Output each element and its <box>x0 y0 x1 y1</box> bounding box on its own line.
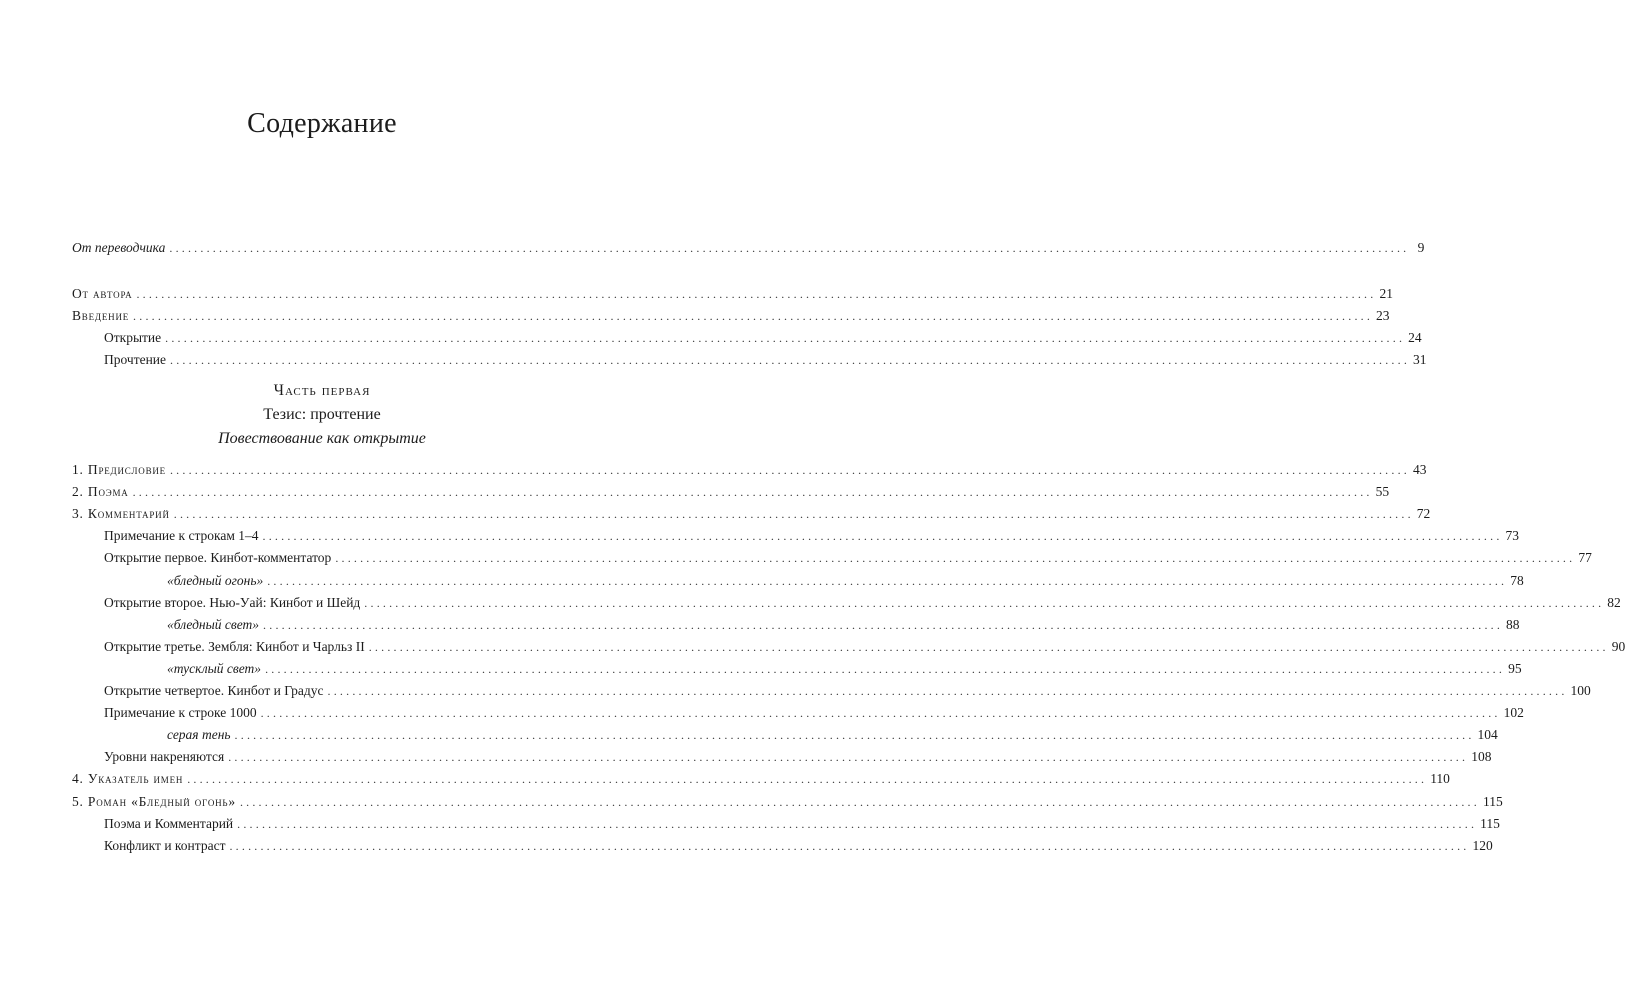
dot-leader: ........................................................................................................................................................................................................ <box>173 507 1414 522</box>
toc-entry-label: Уровни накреняются <box>104 749 225 765</box>
toc-entry-page: 23 <box>1376 308 1390 323</box>
toc-entry-row <box>167 727 1498 747</box>
toc-entry[interactable] <box>0 308 1390 328</box>
toc-entry[interactable] <box>0 771 1450 791</box>
dot-leader: ........................................................................................................................................................................................................ <box>265 661 1506 676</box>
toc-entry-row <box>72 308 1390 328</box>
dot-leader: ........................................................................................................................................................................................................ <box>237 816 1478 831</box>
toc-entry-row <box>104 705 1524 725</box>
dot-leader: ........................................................................................................................................................................................................ <box>170 353 1411 367</box>
dot-leader: ........................................................................................................................................................................................................ <box>187 772 1428 787</box>
toc-entry-row <box>72 793 1503 814</box>
toc-entry-label: серая тень <box>167 727 231 743</box>
toc-entry[interactable] <box>0 594 1621 615</box>
toc-entry-row <box>167 572 1524 593</box>
toc-entry-label: Примечание к строке 1000 <box>104 705 257 721</box>
part-subtitle: Тезис: прочтение <box>263 406 381 423</box>
toc-entry-page: 77 <box>1578 550 1592 566</box>
toc-entry-label: 1. Предисловие <box>72 462 166 477</box>
toc-entry[interactable] <box>0 837 1493 858</box>
toc-entry-page: 95 <box>1508 660 1522 676</box>
toc-entry-row <box>72 484 1390 504</box>
toc-entry-page: 100 <box>1570 683 1591 698</box>
toc-entry[interactable] <box>0 528 1520 548</box>
dot-leader: ........................................................................................................................................................................................................ <box>132 485 1373 500</box>
toc-entry-page: 108 <box>1471 749 1492 765</box>
toc-entry-page: 24 <box>1408 330 1422 345</box>
toc-entry-page: 55 <box>1375 484 1390 500</box>
dot-leader: ........................................................................................................................................................................................................ <box>136 287 1377 301</box>
toc-entry-label: 4. Указатель имен <box>72 771 184 787</box>
toc-entry[interactable] <box>0 352 1427 372</box>
toc-entry-page: 31 <box>1413 352 1427 367</box>
toc-entry[interactable] <box>0 572 1524 593</box>
toc-entry-label: Открытие третье. Зембля: Кинбот и Чарльз II <box>104 638 365 654</box>
toc-entry-label: 5. Роман «Бледный огонь» <box>72 793 236 809</box>
toc-entry-page: 88 <box>1506 616 1520 632</box>
toc-entry-page: 73 <box>1505 528 1520 544</box>
toc-entry[interactable] <box>0 727 1498 747</box>
toc-entry[interactable] <box>0 815 1500 836</box>
page-title: Содержание <box>247 108 397 139</box>
toc-entry[interactable] <box>0 484 1390 504</box>
toc-entry-row <box>104 594 1621 615</box>
toc-entry-row <box>72 462 1427 482</box>
toc-entry-page: 104 <box>1477 727 1498 743</box>
toc-entry-row <box>104 683 1591 703</box>
toc-entry-row <box>72 771 1450 791</box>
toc-entry-label: 2. Поэма <box>72 484 129 500</box>
toc-entry-label: Введение <box>72 308 130 323</box>
toc-entry[interactable] <box>0 705 1524 725</box>
toc-entry-label: Открытие второе. Нью-Уай: Кинбот и Шейд <box>104 594 361 610</box>
toc-entry-page: 102 <box>1503 705 1524 721</box>
toc-entry-page: 82 <box>1607 594 1621 610</box>
dot-leader: ........................................................................................................................................................................................................ <box>229 838 1470 853</box>
toc-entry[interactable] <box>0 616 1520 637</box>
toc-entry[interactable] <box>0 638 1625 659</box>
toc-entry-label: От переводчика <box>72 240 166 255</box>
part-label: Часть первая <box>273 382 371 399</box>
toc-entry-page: 120 <box>1472 837 1493 853</box>
toc-entry-label: «бледный огонь» <box>167 572 264 588</box>
dot-leader: ........................................................................................................................................................................................................ <box>260 706 1501 721</box>
toc-entry-page: 43 <box>1412 462 1427 477</box>
dot-leader: ........................................................................................................................................................................................................ <box>263 617 1504 632</box>
dot-leader: ........................................................................................................................................................................................................ <box>364 595 1605 610</box>
dot-leader: ........................................................................................................................................................................................................ <box>133 309 1374 323</box>
toc-entry[interactable] <box>0 330 1422 350</box>
toc-entry-label: «тусклый свет» <box>167 660 262 676</box>
toc-entry-page: 21 <box>1379 286 1393 301</box>
toc-entry-row <box>104 749 1492 769</box>
toc-entry-row <box>72 240 1425 260</box>
toc-entry-row <box>104 638 1625 659</box>
toc-entry-label: Примечание к строкам 1–4 <box>104 528 259 544</box>
toc-entry-label: Поэма и Комментарий <box>104 815 234 831</box>
dot-leader: ........................................................................................................................................................................................................ <box>262 529 1503 544</box>
toc-entry-row <box>104 815 1500 836</box>
dot-leader: ........................................................................................................................................................................................................ <box>228 750 1469 765</box>
dot-leader: ........................................................................................................................................................................................................ <box>234 728 1475 743</box>
toc-entry[interactable] <box>0 749 1492 769</box>
toc-entry-row <box>104 550 1592 570</box>
toc-entry-row <box>72 286 1393 306</box>
part-subtitle-italic: Повествование как открытие <box>218 430 426 447</box>
toc-entry-page: 9 <box>1417 240 1425 255</box>
toc-entry-page: 90 <box>1611 638 1625 654</box>
dot-leader: ........................................................................................................................................................................................................ <box>267 573 1508 588</box>
toc-entry-label: Прочтение <box>104 352 167 367</box>
toc-entry-label: Открытие четвертое. Кинбот и Градус <box>104 683 324 698</box>
toc-entry-page: 78 <box>1510 572 1524 588</box>
toc-entry[interactable] <box>0 683 1591 703</box>
toc-entry-label: От автора <box>72 286 133 301</box>
toc-entry-page: 72 <box>1416 506 1431 522</box>
toc-entry-label: «бледный свет» <box>167 616 260 632</box>
toc-entry[interactable] <box>0 462 1427 482</box>
toc-entry-row <box>72 506 1431 526</box>
toc-entry-label: Конфликт и контраст <box>104 837 226 853</box>
toc-entry-page: 110 <box>1430 771 1450 787</box>
toc-entry-row <box>104 330 1422 350</box>
toc-entry-label: Открытие первое. Кинбот-комментатор <box>104 550 332 566</box>
toc-entry[interactable] <box>0 660 1522 681</box>
dot-leader: ........................................................................................................................................................................................................ <box>169 241 1410 255</box>
dot-leader: ........................................................................................................................................................................................................ <box>169 463 1410 477</box>
dot-leader: ........................................................................................................................................................................................................ <box>368 639 1609 654</box>
dot-leader: ........................................................................................................................................................................................................ <box>327 684 1568 698</box>
dot-leader: ........................................................................................................................................................................................................ <box>335 551 1576 566</box>
toc-entry[interactable] <box>0 286 1393 306</box>
dot-leader: ........................................................................................................................................................................................................ <box>165 331 1406 345</box>
toc-entry-label: Открытие <box>104 330 162 345</box>
toc-entry-page: 115 <box>1480 815 1500 831</box>
toc-entry[interactable] <box>0 506 1431 526</box>
toc-entry-page: 115 <box>1482 793 1503 809</box>
dot-leader: ........................................................................................................................................................................................................ <box>239 794 1480 809</box>
toc-entry[interactable] <box>0 550 1592 570</box>
toc-entry-row <box>167 616 1520 637</box>
toc-entry-row <box>167 660 1522 681</box>
toc-entry-row <box>104 528 1520 548</box>
toc-entry-row <box>104 352 1427 372</box>
toc-entry-label: 3. Комментарий <box>72 506 170 522</box>
toc-entry-row <box>104 837 1493 858</box>
toc-entry[interactable] <box>0 240 1425 260</box>
toc-entry[interactable] <box>0 793 1503 814</box>
